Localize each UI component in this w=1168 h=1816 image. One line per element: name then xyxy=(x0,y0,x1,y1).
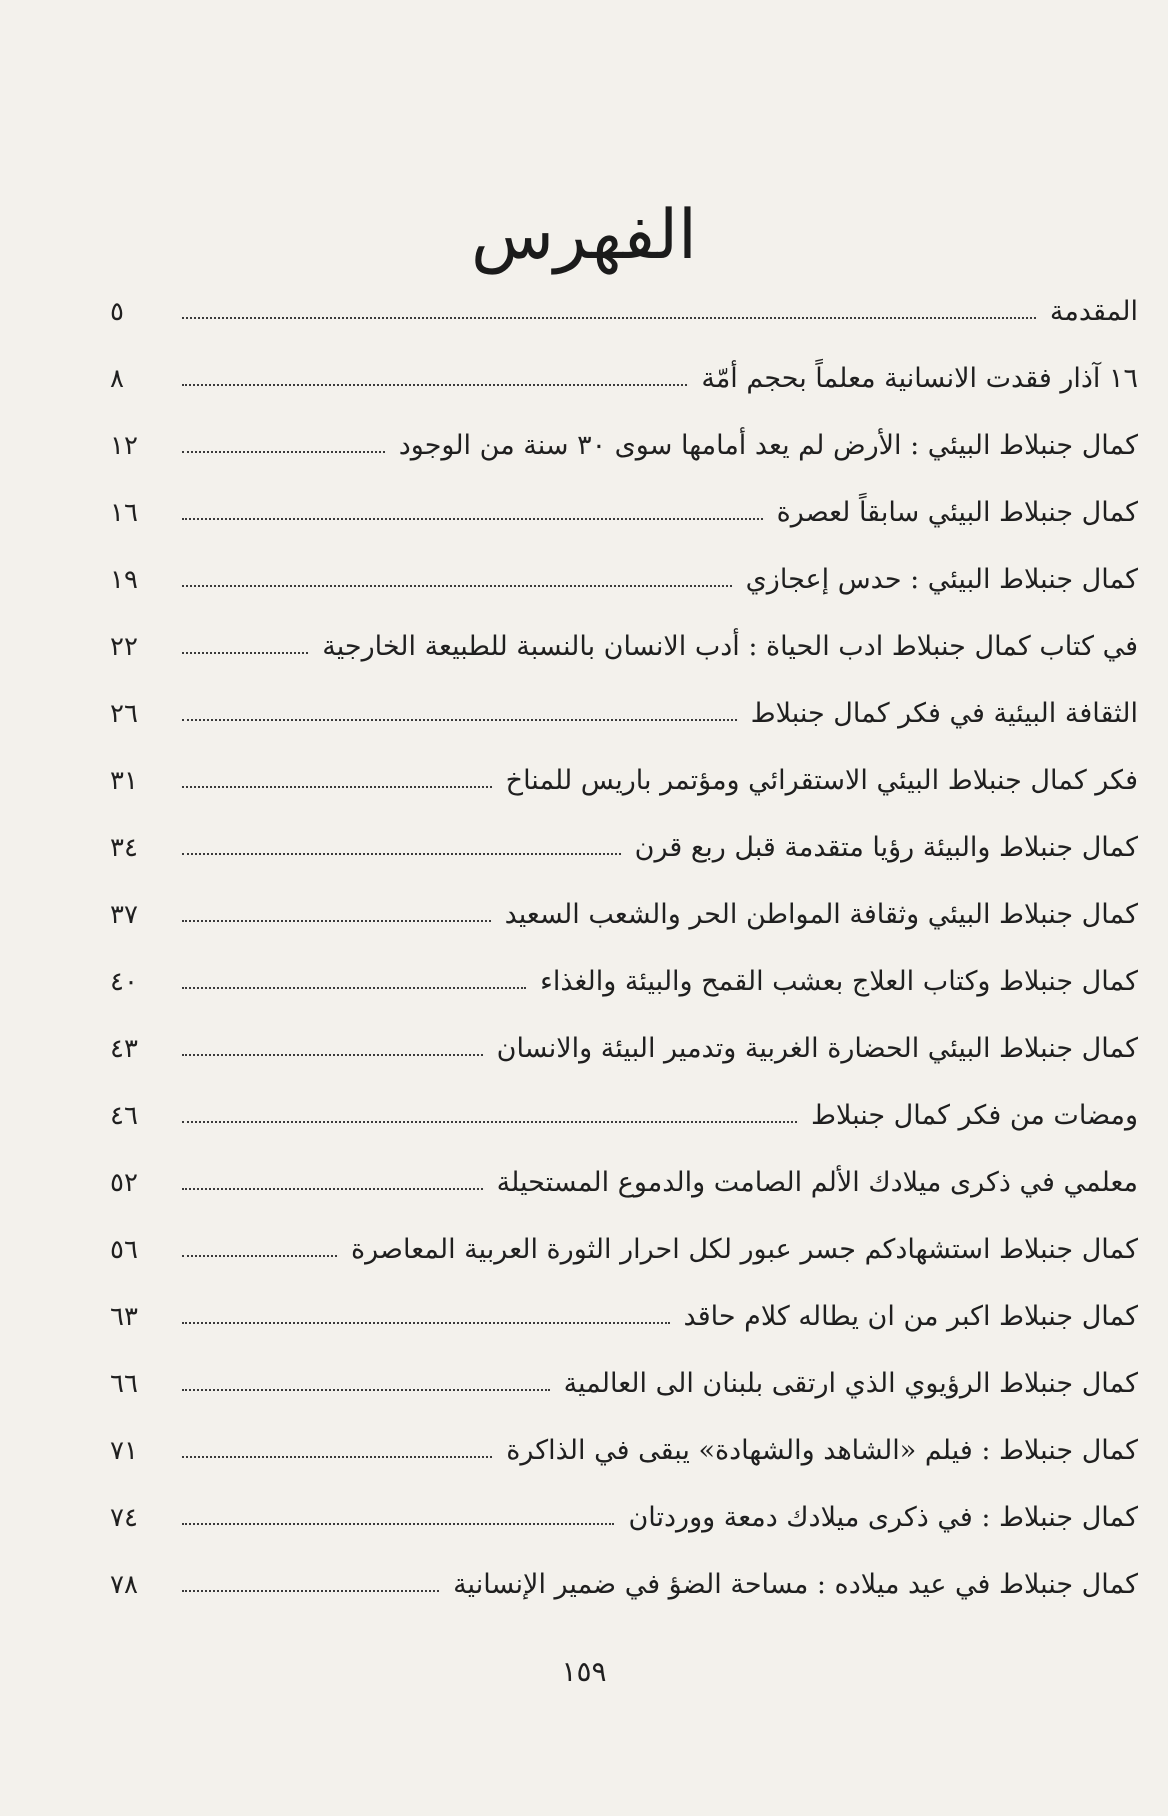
toc-entry xyxy=(110,995,1138,1062)
toc-entry xyxy=(110,1129,1138,1196)
toc-entry-page-number: ٥ xyxy=(110,297,124,327)
toc-entry xyxy=(110,325,1138,392)
dot-leader xyxy=(182,920,491,922)
toc-entry-title: فكر كمال جنبلاط البيئي الاستقرائي ومؤتمر باريس للمناخ xyxy=(505,765,1138,796)
toc-entry-page-number: ٨ xyxy=(110,364,124,394)
toc-entry-title: المقدمة xyxy=(1049,296,1138,327)
toc-entry-title: كمال جنبلاط البيئي وثقافة المواطن الحر والشعب السعيد xyxy=(504,899,1138,930)
toc-entry xyxy=(110,861,1138,928)
dot-leader xyxy=(182,1523,614,1525)
dot-leader xyxy=(182,1255,337,1257)
toc-entry-title: معلمي في ذكرى ميلادك الألم الصامت والدموع المستحيلة xyxy=(496,1167,1138,1198)
toc-entry-title: الثقافة البيئية في فكر كمال جنبلاط xyxy=(750,698,1138,729)
dot-leader xyxy=(182,1590,439,1592)
toc-entry xyxy=(110,1062,1138,1129)
dot-leader xyxy=(182,1389,550,1391)
toc-entry-title: كمال جنبلاط البيئي : الأرض لم يعد أمامها سوى ٣٠ سنة من الوجود xyxy=(398,430,1138,461)
dot-leader xyxy=(182,1054,483,1056)
dot-leader xyxy=(182,518,763,520)
toc-entry-title: كمال جنبلاط اكبر من ان يطاله كلام حاقد xyxy=(683,1301,1138,1332)
toc-entry xyxy=(110,1531,1138,1598)
dot-leader xyxy=(182,317,1036,319)
toc-entry-title: كمال جنبلاط : فيلم «الشاهد والشهادة» يبقى في الذاكرة xyxy=(506,1435,1138,1466)
toc-entry-page-number: ١٢ xyxy=(110,431,138,461)
toc-entry-page-number: ٥٦ xyxy=(110,1235,138,1265)
toc-entry-page-number: ٧٨ xyxy=(110,1570,138,1600)
dot-leader xyxy=(182,1121,797,1123)
toc-entry-page-number: ٤٠ xyxy=(110,967,138,997)
toc-entry-page-number: ٣٧ xyxy=(110,900,138,930)
toc-entry-title: ومضات من فكر كمال جنبلاط xyxy=(811,1100,1138,1131)
toc-entry xyxy=(110,1397,1138,1464)
toc-entry-title: كمال جنبلاط استشهادكم جسر عبور لكل احرار الثورة العربية المعاصرة xyxy=(351,1234,1138,1265)
toc-entry-page-number: ٥٢ xyxy=(110,1168,138,1198)
toc-entry-page-number: ٤٦ xyxy=(110,1101,138,1131)
toc-entry xyxy=(110,1330,1138,1397)
toc-entry xyxy=(110,660,1138,727)
dot-leader xyxy=(182,786,492,788)
toc-entry-title: كمال جنبلاط البيئي الحضارة الغربية وتدمير البيئة والانسان xyxy=(496,1033,1138,1064)
toc-entry-page-number: ٧٤ xyxy=(110,1503,138,1533)
toc-entry-title: كمال جنبلاط والبيئة رؤيا متقدمة قبل ربع قرن xyxy=(634,832,1138,863)
toc-entry-page-number: ٦٣ xyxy=(110,1302,138,1332)
dot-leader xyxy=(182,1188,483,1190)
dot-leader xyxy=(182,652,308,654)
toc-entry xyxy=(110,1464,1138,1531)
dot-leader xyxy=(182,719,737,721)
toc-entry-title: كمال جنبلاط : في ذكرى ميلادك دمعة ووردتان xyxy=(628,1502,1138,1533)
toc-entry-page-number: ١٩ xyxy=(110,565,138,595)
toc-entry xyxy=(110,1263,1138,1330)
page-number: ١٥٩ xyxy=(561,1655,607,1688)
toc-entry-title: كمال جنبلاط البيئي سابقاً لعصرة xyxy=(776,497,1138,528)
toc-entry-title: ١٦ آذار فقدت الانسانية معلماً بحجم أمّة xyxy=(701,363,1138,394)
toc-entry-page-number: ٢٦ xyxy=(110,699,138,729)
toc-entry-title: كمال جنبلاط الرؤيوي الذي ارتقى بلبنان الى العالمية xyxy=(563,1368,1138,1399)
toc-entry-page-number: ٦٦ xyxy=(110,1369,138,1399)
toc-entry-page-number: ٣١ xyxy=(110,766,138,796)
dot-leader xyxy=(182,987,526,989)
toc-entry-page-number: ٣٤ xyxy=(110,833,138,863)
toc-entry xyxy=(110,392,1138,459)
toc-entry-page-number: ٢٢ xyxy=(110,632,138,662)
toc-entry xyxy=(110,727,1138,794)
toc-entry-page-number: ١٦ xyxy=(110,498,138,528)
toc-entry xyxy=(110,526,1138,593)
toc-entry xyxy=(110,1196,1138,1263)
toc-entry-title: كمال جنبلاط وكتاب العلاج بعشب القمح والبيئة والغذاء xyxy=(540,966,1138,997)
toc-entry-title: كمال جنبلاط في عيد ميلاده : مساحة الضؤ في ضمير الإنسانية xyxy=(453,1569,1138,1600)
toc-entry xyxy=(110,928,1138,995)
toc-entry xyxy=(110,593,1138,660)
dot-leader xyxy=(182,384,687,386)
table-of-contents xyxy=(110,258,1138,1598)
toc-entry xyxy=(110,459,1138,526)
dot-leader xyxy=(182,585,732,587)
dot-leader xyxy=(182,1322,670,1324)
dot-leader xyxy=(182,1456,492,1458)
toc-entry-title: في كتاب كمال جنبلاط ادب الحياة : أدب الانسان بالنسبة للطبيعة الخارجية xyxy=(322,631,1138,662)
toc-entry xyxy=(110,794,1138,861)
dot-leader xyxy=(182,853,621,855)
dot-leader xyxy=(182,451,385,453)
toc-entry xyxy=(110,258,1138,325)
toc-entry-page-number: ٧١ xyxy=(110,1436,138,1466)
toc-entry-page-number: ٤٣ xyxy=(110,1034,138,1064)
page-title: الفهرس xyxy=(471,195,697,275)
toc-entry-title: كمال جنبلاط البيئي : حدس إعجازي xyxy=(745,564,1138,595)
